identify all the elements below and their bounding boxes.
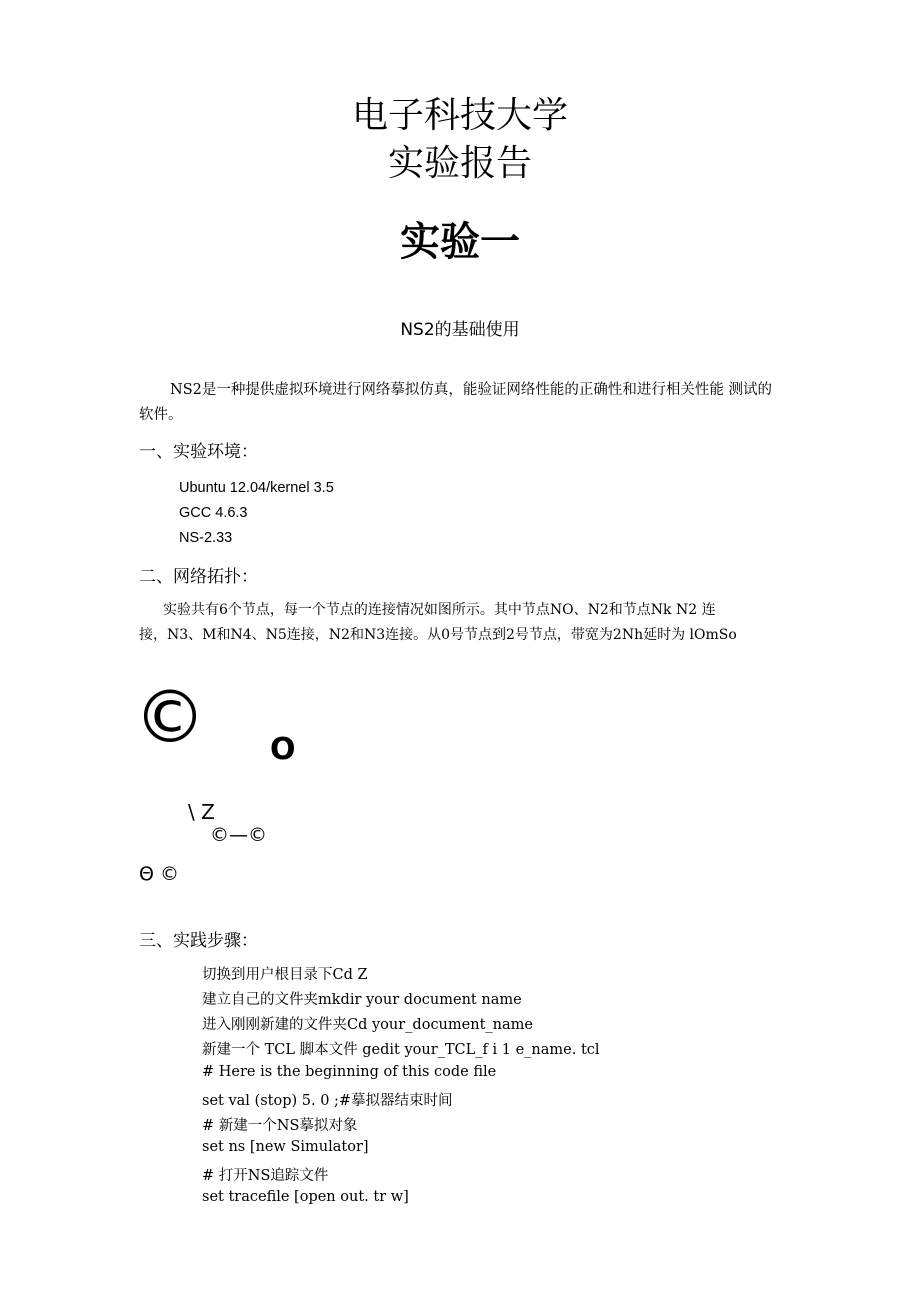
code-line: set ns [new Simulator] xyxy=(202,1139,369,1155)
link-label: \ Z xyxy=(188,800,215,824)
step-line: 建立自己的文件夹mkdir your document name xyxy=(202,992,522,1008)
node-pair-symbol: ©—© xyxy=(210,824,267,846)
code-line: # 新建一个NS摹拟对象 xyxy=(202,1118,358,1134)
code-line: set val (stop) 5. 0 ;#摹拟器结束时间 xyxy=(202,1093,453,1109)
node-0-symbol: © xyxy=(134,675,206,759)
experiment-title: 实验一 xyxy=(400,219,520,265)
node-1-symbol: O xyxy=(270,732,296,767)
intro-paragraph: NS2是一种提供虚拟环境进行网络摹拟仿真，能验证网络性能的正确性和进行相关性能 测试的软件。 xyxy=(139,382,772,423)
topology-text-line1: 实验共有6个节点，每一个节点的连接情况如图所示。其中节点NO、N2和节点Nk N2 连 xyxy=(163,602,716,618)
code-line: set tracefile [open out. tr w] xyxy=(202,1189,409,1205)
topology-text-line2: 接，N3、M和N4、N5连接，N2和N3连接。从0号节点到2号节点，带宽为2Nh延时为 lOmSo xyxy=(139,627,737,643)
steps-heading: 三、实践步骤： xyxy=(139,931,258,951)
code-line: # 打开NS追踪文件 xyxy=(202,1168,329,1184)
report-title: 实验报告 xyxy=(387,143,532,184)
step-line: 进入刚刚新建的文件夹Cd your_document_name xyxy=(202,1017,533,1033)
env-item: NS-2.33 xyxy=(179,530,233,546)
env-item: GCC 4.6.3 xyxy=(179,505,248,521)
step-line: 新建一个 TCL 脚本文件 gedit your_TCL_f i 1 e_name. tcl xyxy=(202,1042,600,1058)
env-heading: 一、实验环境： xyxy=(139,442,258,462)
env-item: Ubuntu 12.04/kernel 3.5 xyxy=(179,480,334,496)
university-title: 电子科技大学 xyxy=(351,95,568,136)
step-line: 切换到用户根目录下Cd Z xyxy=(202,967,368,983)
node-bottom-symbol: Θ © xyxy=(139,863,179,885)
topology-heading: 二、网络拓扑： xyxy=(139,567,258,587)
page-subtitle: NS2的基础使用 xyxy=(400,320,520,340)
code-line: # Here is the beginning of this code file xyxy=(202,1064,497,1080)
